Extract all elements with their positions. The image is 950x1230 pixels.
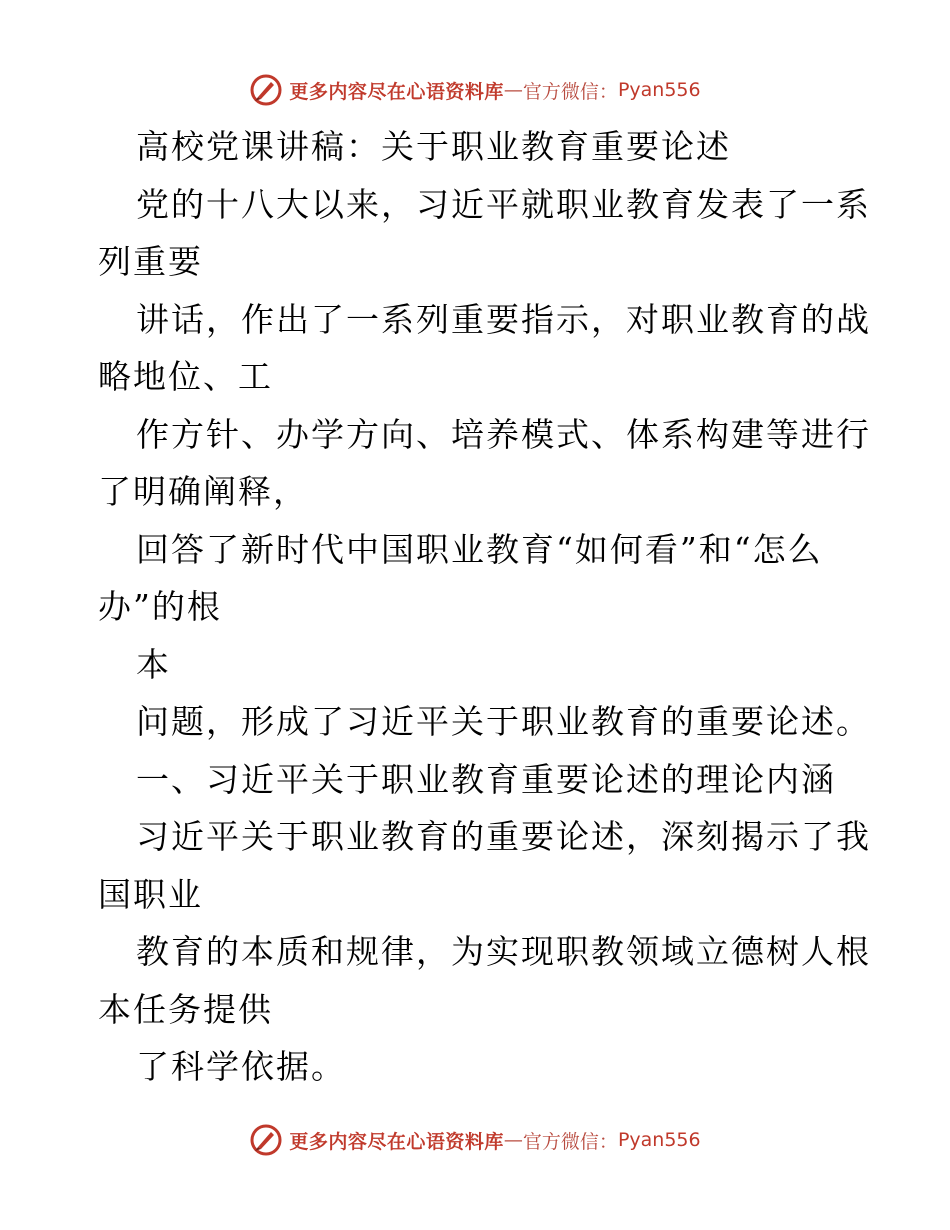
text-line: 了科学依据。 <box>136 1047 346 1086</box>
header-watermark <box>0 70 950 110</box>
quill-logo-icon <box>249 1123 283 1157</box>
watermark-wechat-label: 官方微信： <box>522 1130 618 1153</box>
footer-watermark <box>0 1120 950 1160</box>
text-line: 略地位、工 <box>98 357 273 396</box>
text-line: 列重要 <box>98 242 203 281</box>
watermark-main-text: 更多内容尽在心语资料库 <box>289 80 504 103</box>
text-line: 习近平关于职业教育的重要论述，深刻揭示了我 <box>136 817 871 856</box>
text-line: 讲话，作出了一系列重要指示，对职业教育的战 <box>136 299 871 339</box>
text-line: 一、习近平关于职业教育重要论述的理论内涵 <box>136 759 836 799</box>
watermark-wechat-id: Pyan556 <box>617 1129 701 1151</box>
watermark-dash: — <box>503 1129 523 1151</box>
text-line: 教育的本质和规律，为实现职教领域立德树人根 <box>136 932 871 971</box>
quill-logo-icon <box>249 73 283 107</box>
text-line: 问题，形成了习近平关于职业教育的重要论述。 <box>136 702 871 741</box>
watermark-dash: — <box>503 79 523 101</box>
text-line: 回答了新时代中国职业教育“如何看”和“怎么 <box>136 529 823 569</box>
text-line: 本 <box>136 644 171 684</box>
document-body <box>98 118 871 1096</box>
watermark-main-text: 更多内容尽在心语资料库 <box>289 1130 504 1153</box>
watermark-wechat-label: 官方微信： <box>522 80 618 103</box>
text-line: 党的十八大以来，习近平就职业教育发表了一系 <box>136 184 871 224</box>
watermark-wechat-id: Pyan556 <box>617 79 701 101</box>
text-line: 国职业 <box>98 874 203 914</box>
text-line: 本任务提供 <box>98 989 273 1029</box>
text-line: 作方针、办学方向、培养模式、体系构建等进行 <box>136 414 871 454</box>
text-line: 办”的根 <box>98 587 222 626</box>
text-line: 高校党课讲稿：关于职业教育重要论述 <box>136 127 731 166</box>
text-line: 了明确阐释， <box>98 472 308 511</box>
